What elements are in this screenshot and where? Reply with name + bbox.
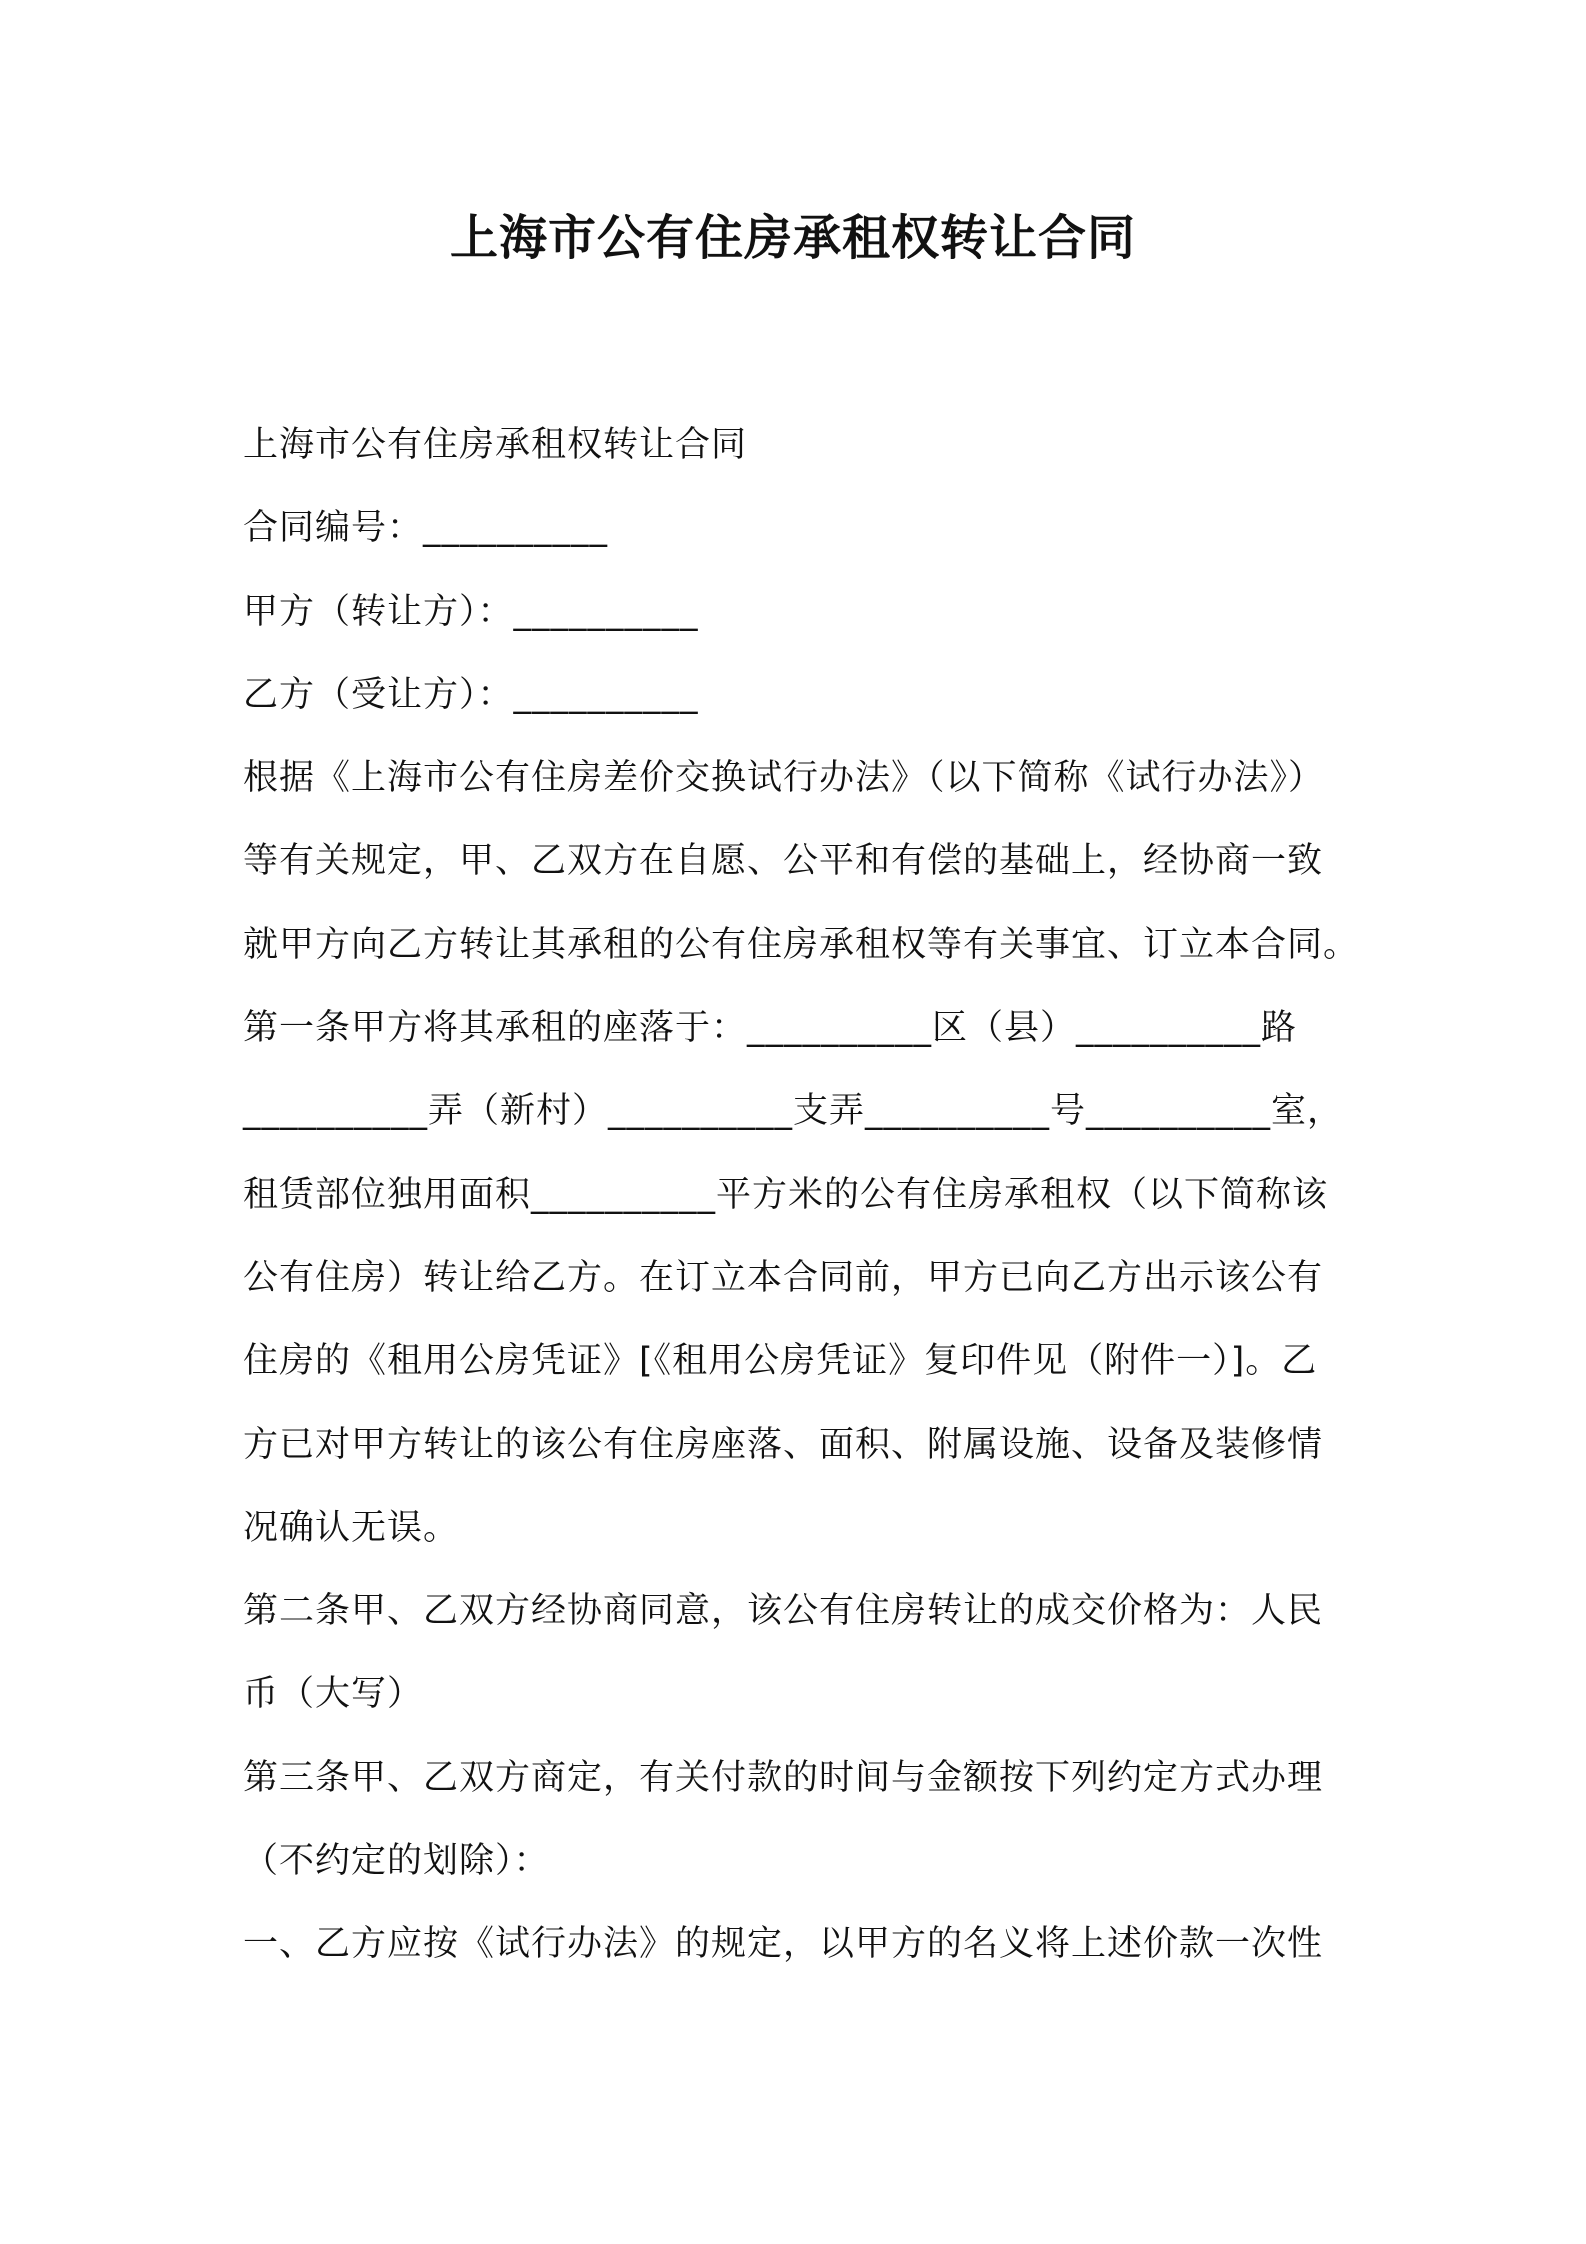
preamble-line-3: 就甲方向乙方转让其承租的公有住房承租权等有关事宜、订立本合同。: [243, 924, 1360, 965]
document-title: 上海市公有住房承租权转让合同: [449, 210, 1136, 266]
article-1-line-6: 方已对甲方转让的该公有住房座落、面积、附属设施、设备及装修情: [243, 1424, 1324, 1465]
article-1-line-4: 公有住房）转让给乙方。在订立本合同前，甲方已向乙方出示该公有: [243, 1257, 1324, 1298]
contract-number-line: 合同编号：__________: [243, 508, 609, 549]
party-b-line: 乙方（受让方）：__________: [243, 674, 699, 715]
document-body: [243, 404, 1363, 1987]
article-1-line-7: 况确认无误。: [243, 1507, 460, 1548]
article-2-line-2: 币（大写）: [243, 1674, 424, 1715]
article-1-line-5: 住房的《租用公房凭证》[《租用公房凭证》复印件见（附件一）]。乙: [243, 1341, 1318, 1382]
party-a-line: 甲方（转让方）：__________: [243, 591, 699, 632]
article-1-line-2: __________弄（新村）__________支弄__________号__________室，: [243, 1091, 1344, 1132]
article-3-line-2: （不约定的划除）：: [243, 1841, 550, 1882]
preamble-line-1: 根据《上海市公有住房差价交换试行办法》（以下简称《试行办法》）: [243, 758, 1325, 799]
article-1-line-3: 租赁部位独用面积__________平方米的公有住房承租权（以下简称该: [243, 1174, 1329, 1215]
preamble-line-2: 等有关规定，甲、乙双方在自愿、公平和有偿的基础上，经协商一致: [243, 841, 1324, 882]
clause-1-line-1: 一、乙方应按《试行办法》的规定，以甲方的名义将上述价款一次性: [243, 1924, 1324, 1965]
article-3-line-1: 第三条甲、乙双方商定，有关付款的时间与金额按下列约定方式办理: [243, 1757, 1324, 1798]
subtitle-line: 上海市公有住房承租权转让合同: [243, 425, 748, 465]
article-2-line-1: 第二条甲、乙双方经协商同意，该公有住房转让的成交价格为：人民: [243, 1591, 1324, 1632]
article-1-line-1: 第一条甲方将其承租的座落于：__________区（县）__________路: [243, 1008, 1298, 1049]
